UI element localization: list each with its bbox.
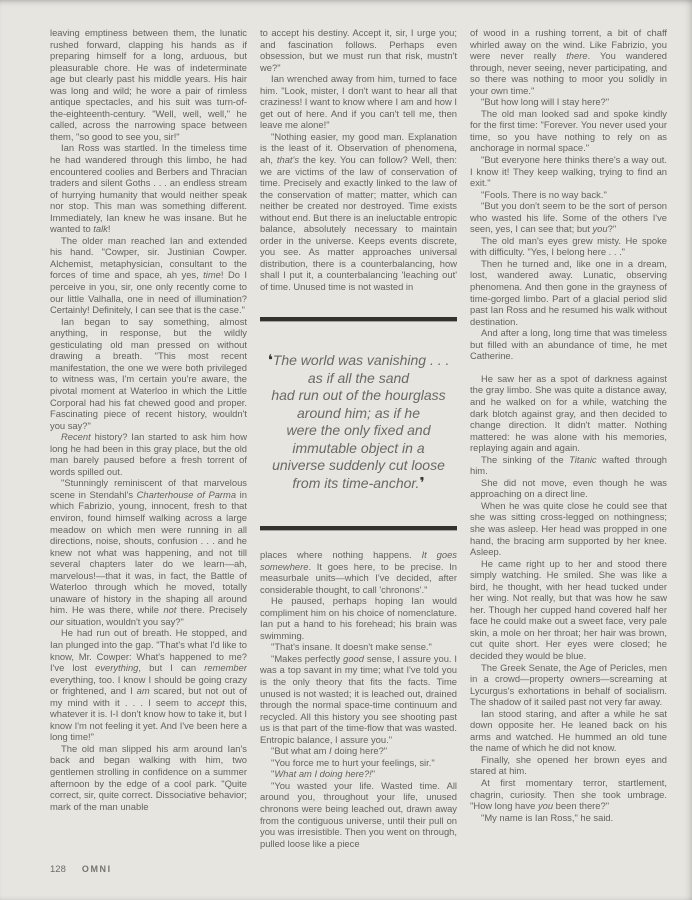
paragraph: "Makes perfectly good sense, I assure you. I was a top savant in my time; what I've told you is the only theory that fits the facts. Time unused is not wasted; it is leached out, drained through the normal space-time continuum and recycled. All this history you see shooting past us is that part of the time-flow that was wasted. Entropic balance, I assure you." xyxy=(260,652,457,745)
column-2-bottom-text xyxy=(260,549,457,849)
column-2-top-text xyxy=(260,27,457,309)
paragraph: She did not move, even though he was approaching on a direct line. xyxy=(470,476,667,500)
paragraph: "Nothing easier, my good man. Explanation is the least of it. Observation of phenomena, ah, that's the key. You can follow? Well, then: we are victims of the law of conservation of time. Precisely and exactly linked to the law of the conservation of matter; matter, which can neither be created nor destroyed. Time exists without end. But there is an ineluctable entropic balance, absolutely necessary to maintain order in the universe. Keeps events discrete, you see. As matter approaches universal distribution, there is a counterbalancing, how shall I put it, a counterbalancing 'leaching out' of time. Unused time is not wasted in xyxy=(260,130,457,293)
paragraph: "You wasted your life. Wasted time. All around you, throughout your life, unused chronons were being leached out, drawn away from the contiguous universe, until their pull on you was irresistible. Then you went on through, pulled loose like a piece xyxy=(260,779,457,849)
paragraph: Ian wrenched away from him, turned to face him. "Look, mister, I don't want to hear all that craziness! I want to know where I am and how I get out of here. And if you can't tell me, then leave me alone!" xyxy=(260,73,457,131)
paragraph: Ian stood staring, and after a while he sat down opposite her. He leaned back on his arms and watched. He hummed an old tune the name of which he did not know. xyxy=(470,707,667,754)
paragraph: "Stunningly reminiscent of that marvelous scene in Stendahl's Charterhouse of Parma in which Fabrizio, young, innocent, fresh to that environ, found himself walking across a large meadow on which men were running in all directions, noise, shouts, confusion . . . and he knew not what was happening, and not till several chapters later do we learn—ah, marvelous!—that it was, in fact, the Battle of Waterloo through which he moved, totally unaware of history in the shaping all around him. He was there, while not there. Precisely our situation, wouldn't you say?" xyxy=(50,477,247,627)
paragraph: "What am I doing here?!" xyxy=(271,768,376,780)
column-2 xyxy=(260,27,457,869)
paragraph: Then he turned and, like one in a dream, lost, wandered away. Lunatic, observing phenomena. And then gone in the grayness of time-gorged limbo. Part of a glacial period slid past Ian Ross and he resumed his walk without destination. xyxy=(470,257,667,327)
paragraph: And after a long, long time that was timeless but filled with an abundance of time, he met Catherine. xyxy=(470,327,667,362)
paragraph: He had run out of breath. He stopped, and Ian plunged into the gap. "That's what I'd like to know, Mr. Cowper: What's happened to me? I've lost everything, but I can remember everything, too. I know I should be going crazy or frightened, and I am scared, but not out of my mind with it . . . I seem to accept this, whatever it is. I-I don't know how to take it, but I know I'm not feeling it yet. And I've been here a long time!" xyxy=(50,627,247,743)
paragraph: Ian Ross was startled. In the timeless time he had wandered through this limbo, he had encountered coolies and Berbers and Thracian traders and silent Goths . . . an endless stream of hurrying humanity that would neither speak nor stop. This man was something different. Immediately, Ian knew he was insane. But he wanted to talk! xyxy=(50,142,247,235)
paragraph: "But you don't seem to be the sort of person who wasted his life. Some of the others I've seen, yes, I can see that; but you?" xyxy=(470,200,667,235)
column-3 xyxy=(470,27,667,869)
page-number: 128 xyxy=(50,864,66,875)
paragraph: "But how long will I stay here?" xyxy=(481,96,610,108)
paragraph: places where nothing happens. It goes somewhere. It goes here, to be precise. In measurbale units—which I've decided, after considerable thought, to call 'chronons'." xyxy=(260,549,457,595)
paragraph: of wood in a rushing torrent, a bit of chaff whirled away on the wind. Like Fabrizio, you were never really there. You wandered through, never seeing, never participating, and so there was nothing to moor you solidly in your own time." xyxy=(470,27,667,96)
paragraph: The old man's eyes grew misty. He spoke with difficulty. "Yes, I belong here . . ." xyxy=(470,234,667,258)
paragraph: Finally, she opened her brown eyes and stared at him. xyxy=(470,753,667,777)
paragraph: The older man reached Ian and extended his hand. "Cowper, sir. Justinian Cowper. Alchemist, metaphysician, consultant to the forces of time and space, ah yes, time! Do I perceive in you, sir, one only recently come to our little Valhalla, one in need of illumination? Certainly! Definitely, I can see that is the case." xyxy=(50,234,247,316)
paragraph: The Greek Senate, the Age of Pericles, men in a crowd—property owners—screaming at Lycurgus's exhortations in behalf of socialism. The shadow of it sailed past not very far away. xyxy=(470,661,667,708)
paragraph: He saw her as a spot of darkness against the gray limbo. She was quite a distance away, and he walked on for a while, watching the dark blotch against gray, and then decided to change direction. It didn't matter. Nothing mattered: he was alone with his memories, replaying again and again. xyxy=(470,372,667,454)
paragraph: The sinking of the Titanic wafted through him. xyxy=(470,453,667,477)
paragraph: When he was quite close he could see that she was sitting cross-legged on nothingness; she was asleep. Her head was propped in one hand, the bracing arm supported by her knee. Asleep. xyxy=(470,499,667,558)
paragraph: The old man slipped his arm around Ian's back and began walking with him, two gentlemen strolling in confidence on a summer afternoon by the edge of a cool park. "Quite correct, sir, quite correct. Dissociative behavior; mark of the man unable xyxy=(50,742,247,812)
paragraph: The old man looked sad and spoke kindly for the first time: "Forever. You never used your time, so you have nothing to rely on as anchorage in normal space." xyxy=(470,107,667,154)
paragraph: "That's insane. It doesn't make sense." xyxy=(271,641,432,653)
close-quote-ornament: ❜ xyxy=(419,473,425,492)
text-columns xyxy=(50,27,667,869)
paragraph: leaving emptiness between them, the lunatic rushed forward, clapping his hands as if preparing himself for a long, arduous, but pleasurable chore. He was of indeterminate age but clearly past his middle years. His hair was long and wild; he wore a pair of rimless antique spectacles, and his suit was turn-of-the-eighteenth-century. "Well, well, well," he called, across the narrowing space between them, "so good to see you, sir!" xyxy=(50,27,247,142)
paragraph: He paused, perhaps hoping Ian would compliment him on his choice of nomenclature. Ian put a hand to his forehead; his brain was swimming. xyxy=(260,595,457,641)
paragraph: Recent history? Ian started to ask him how long he had been in this gray place, but the old man barely paused before a fresh torrent of words spilled out. xyxy=(50,431,247,477)
paragraph: "You force me to hurt your feelings, sir." xyxy=(271,756,435,768)
paragraph: "But what am I doing here?" xyxy=(271,745,388,757)
paragraph: He came right up to her and stood there simply watching. He smiled. She was like a bird, he thought, with her head tucked under her wing. Not really, but that was how he saw her. Though her cupped hand covered half her face he could make out a sweet face, very pale skin, a mole on her throat; her hair was brown, cut quite short. Her eyes were closed; he decided they would be blue. xyxy=(470,557,667,661)
paragraph: At first momentary terror, startlement, chagrin, curiosity. Then she took umbrage. "How long have you been there?" xyxy=(470,777,667,812)
column-1 xyxy=(50,27,247,869)
open-quote-ornament: ❛ xyxy=(267,351,273,369)
paragraph: "My name is Ian Ross," he said. xyxy=(481,811,614,823)
pull-quote: ❛The world was vanishing . . . as if all the sand had run out of the hourglass around him; as if he were the only fixed and immutable object in a universe suddenly cut loose from its time-anchor.❜ xyxy=(267,351,450,492)
paragraph: "Fools. There is no way back." xyxy=(481,188,607,200)
pull-quote-bottom-rule xyxy=(260,526,457,531)
paragraph: to accept his destiny. Accept it, sir, I urge you; and fascination follows. Perhaps even obsession, but we must run that risk, mustn't we?" xyxy=(260,27,457,73)
paragraph: Ian began to say something, almost anything, in response, but the wildly gesticulating old man pressed on without drawing a breath. "This most recent manifestation, the one we were both privileged to witness was, I'm certain you're aware, the pivotal moment at Waterloo in which the Little Corporal had his fat chewed good and proper. Fascinating piece of recent history, wouldn't you say?" xyxy=(50,315,247,431)
paragraph: "But everyone here thinks there's a way out. I know it! They keep walking, trying to find an exit." xyxy=(470,154,667,189)
magazine-name: OMNI xyxy=(81,864,112,874)
page-footer xyxy=(50,864,112,875)
